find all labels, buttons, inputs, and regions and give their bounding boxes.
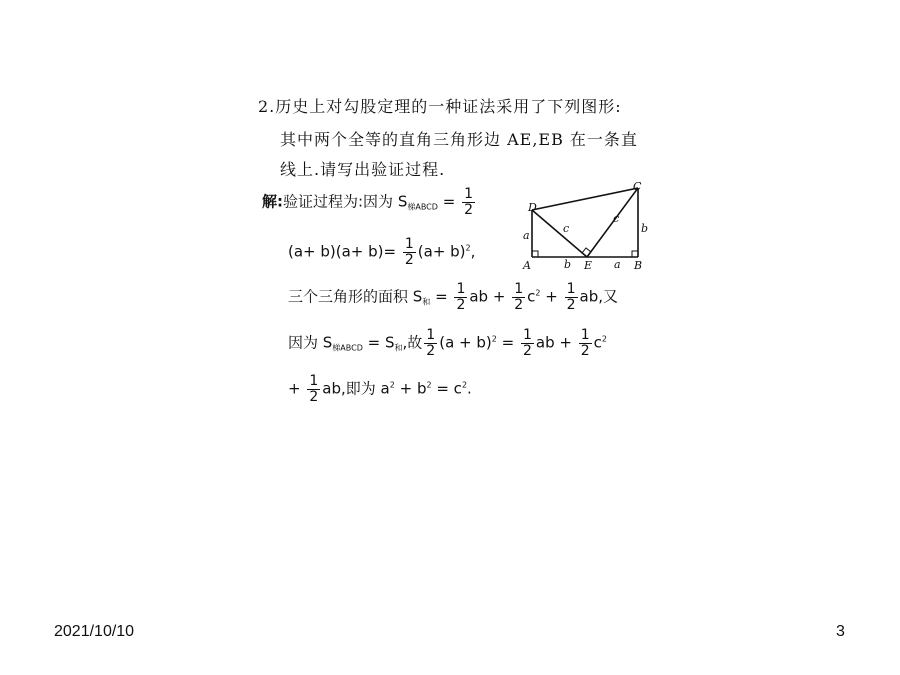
fraction-half: $\frac{1}{2}$ — [404, 236, 414, 268]
s4-gu: ,故 — [402, 333, 423, 352]
label-c-1: c — [563, 222, 570, 235]
fraction-half: $\frac{1}{2}$ — [514, 281, 524, 313]
s1-equals: = — [442, 192, 456, 211]
s2-left: (a+ b)(a+ b)= — [288, 242, 397, 261]
square-exponent: 2 — [426, 380, 432, 390]
fraction-half: $\frac{1}{2}$ — [522, 327, 532, 359]
fraction-half: $\frac{1}{2}$ — [426, 327, 436, 359]
footer-date: 2021/10/10 — [54, 623, 135, 640]
s1-subscript: 梯ABCD — [407, 202, 438, 212]
edge-DE — [532, 210, 587, 257]
right-angle-marker-A — [532, 251, 538, 257]
solution-line-3 — [288, 282, 618, 312]
s4-subscript-1: 梯ABCD — [332, 343, 363, 353]
s3-equals: = — [435, 287, 448, 306]
s5-eq: = c — [436, 379, 462, 398]
s4-equals: = — [501, 333, 515, 352]
label-C: C — [633, 180, 642, 193]
square-exponent: 2 — [601, 334, 608, 344]
s3-text: 三个三角形的面积 S — [288, 287, 423, 306]
solution-line-1 — [262, 187, 477, 217]
s5-plus2: + b — [399, 379, 427, 398]
s4-paren: (a + b) — [439, 333, 492, 352]
right-angle-marker-B — [632, 251, 638, 257]
label-B: B — [634, 259, 643, 272]
s3-end: ab,又 — [579, 287, 619, 306]
solution-label: 解: — [262, 192, 283, 211]
s3-subscript: 和 — [422, 297, 431, 307]
solution-line-4 — [288, 328, 607, 358]
solution-s1-text: 验证过程为:因为 S — [283, 192, 408, 211]
label-b-right: b — [641, 222, 649, 235]
fraction-half: $\frac{1}{2}$ — [456, 281, 466, 313]
s3-ab: ab + — [469, 287, 506, 306]
label-c-2: c — [613, 212, 620, 225]
question-line-3: 线上.请写出验证过程. — [280, 160, 446, 179]
s5-ab: ab,即为 a — [322, 379, 390, 398]
edge-DC — [532, 188, 638, 210]
label-E: E — [584, 259, 593, 272]
s4-mid: = S — [367, 333, 395, 352]
s2-right: (a+ b) — [417, 242, 466, 261]
square-exponent: 2 — [461, 380, 468, 390]
square-exponent: 2 — [491, 334, 497, 344]
trapezoid-diagram — [520, 178, 655, 273]
square-exponent: 2 — [535, 288, 541, 298]
label-A: A — [523, 259, 531, 272]
fraction-half: $\frac{1}{2}$ — [464, 186, 473, 218]
solution-line-5 — [288, 374, 472, 404]
fraction-half: $\frac{1}{2}$ — [580, 327, 590, 359]
s3-plus: + — [545, 287, 558, 306]
solution-line-2 — [288, 237, 475, 267]
s3-c: c — [527, 287, 536, 306]
page-number: 3 — [836, 623, 845, 640]
s5-end: . — [467, 379, 472, 398]
fraction-half: $\frac{1}{2}$ — [309, 373, 319, 405]
label-b-bottom: b — [564, 258, 572, 271]
s4-text: 因为 S — [288, 333, 333, 352]
square-exponent: 2 — [389, 380, 395, 390]
question-line-1: 2.历史上对勾股定理的一种证法采用了下列图形: — [258, 97, 622, 116]
fraction-half: $\frac{1}{2}$ — [566, 281, 576, 313]
s4-ab: ab + — [535, 333, 572, 352]
label-a-left: a — [523, 229, 530, 242]
s4-subscript-2: 和 — [394, 343, 403, 353]
s2-end: , — [470, 242, 476, 261]
square-exponent: 2 — [465, 243, 471, 253]
label-a-bottom: a — [614, 258, 621, 271]
s5-plus: + — [288, 379, 301, 398]
question-line-2: 其中两个全等的直角三角形边 AE,EB 在一条直 — [280, 130, 638, 149]
s4-c: c — [593, 333, 602, 352]
label-D: D — [528, 201, 537, 214]
